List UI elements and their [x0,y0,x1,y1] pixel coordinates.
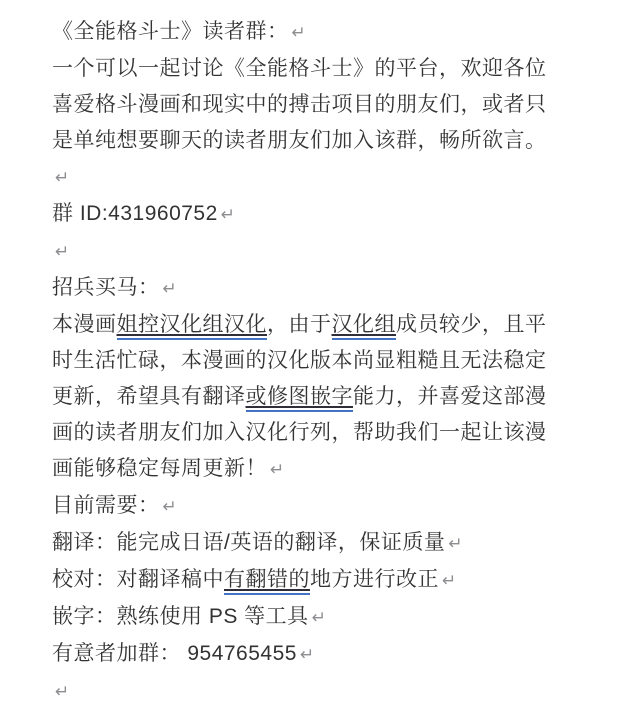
paragraph-mark-icon: ↵ [270,460,285,479]
text-run: 嵌字：熟练使用 PS 等工具 [52,605,309,628]
text-run: 翻译：能完成日语/英语的翻译，保证质量 [52,531,446,554]
text-run: 地方进行改正 [310,568,439,591]
text-run: 目前需要： [52,494,160,517]
paragraph [52,636,552,673]
text-run: 招兵买马： [52,276,160,299]
text-run-underlined: 或修图嵌字 [246,385,354,412]
paragraph [52,488,552,525]
paragraph [52,270,552,307]
paragraph [52,14,552,51]
paragraph [52,525,552,562]
paragraph [52,307,552,488]
text-run: 校对：对翻译稿中 [52,568,224,591]
document-body [52,14,552,710]
paragraph-mark-icon: ↵ [55,168,70,187]
text-run: 有意者加群： 954765455 [52,642,297,665]
paragraph [52,673,552,710]
text-run: 成员较少，且平时生活忙碌，本漫画的汉化版本尚显粗糙且无法稳定更新，希望具有翻译 [52,313,547,408]
paragraph-mark-icon: ↵ [162,279,177,298]
text-run: 能力，并喜爱这部漫画的读者朋友们加入汉化行列，帮助我们一起让该漫画能够稳定每周更新！ [52,385,547,480]
paragraph-mark-icon: ↵ [291,23,306,42]
text-run-underlined: 有翻错的 [224,568,310,595]
text-run: 一个可以一起讨论《全能格斗士》的平台，欢迎各位喜爱格斗漫画和现实中的搏击项目的朋友们，或者只是单纯想要聊天的读者朋友们加入该群，畅所欲言。 [52,57,547,152]
text-run: 《全能格斗士》读者群： [52,20,289,43]
paragraph-mark-icon: ↵ [220,205,236,224]
paragraph-mark-icon: ↵ [55,682,70,701]
paragraph-mark-icon: ↵ [311,608,326,627]
paragraph-mark-icon: ↵ [442,571,457,590]
paragraph [52,196,552,233]
paragraph [52,233,552,270]
paragraph [52,562,552,599]
paragraph-mark-icon: ↵ [162,497,177,516]
paragraph-mark-icon: ↵ [55,242,70,261]
paragraph-mark-icon: ↵ [299,645,315,664]
text-run: 本漫画 [52,313,117,336]
paragraph-mark-icon: ↵ [448,534,463,553]
paragraph [52,599,552,636]
text-run-underlined: 姐控汉化组汉化 [117,313,268,340]
text-run-underlined: 汉化组 [332,313,397,340]
text-run: ，由于 [267,313,332,336]
paragraph [52,51,552,196]
text-run: 群 ID:431960752 [52,202,218,225]
